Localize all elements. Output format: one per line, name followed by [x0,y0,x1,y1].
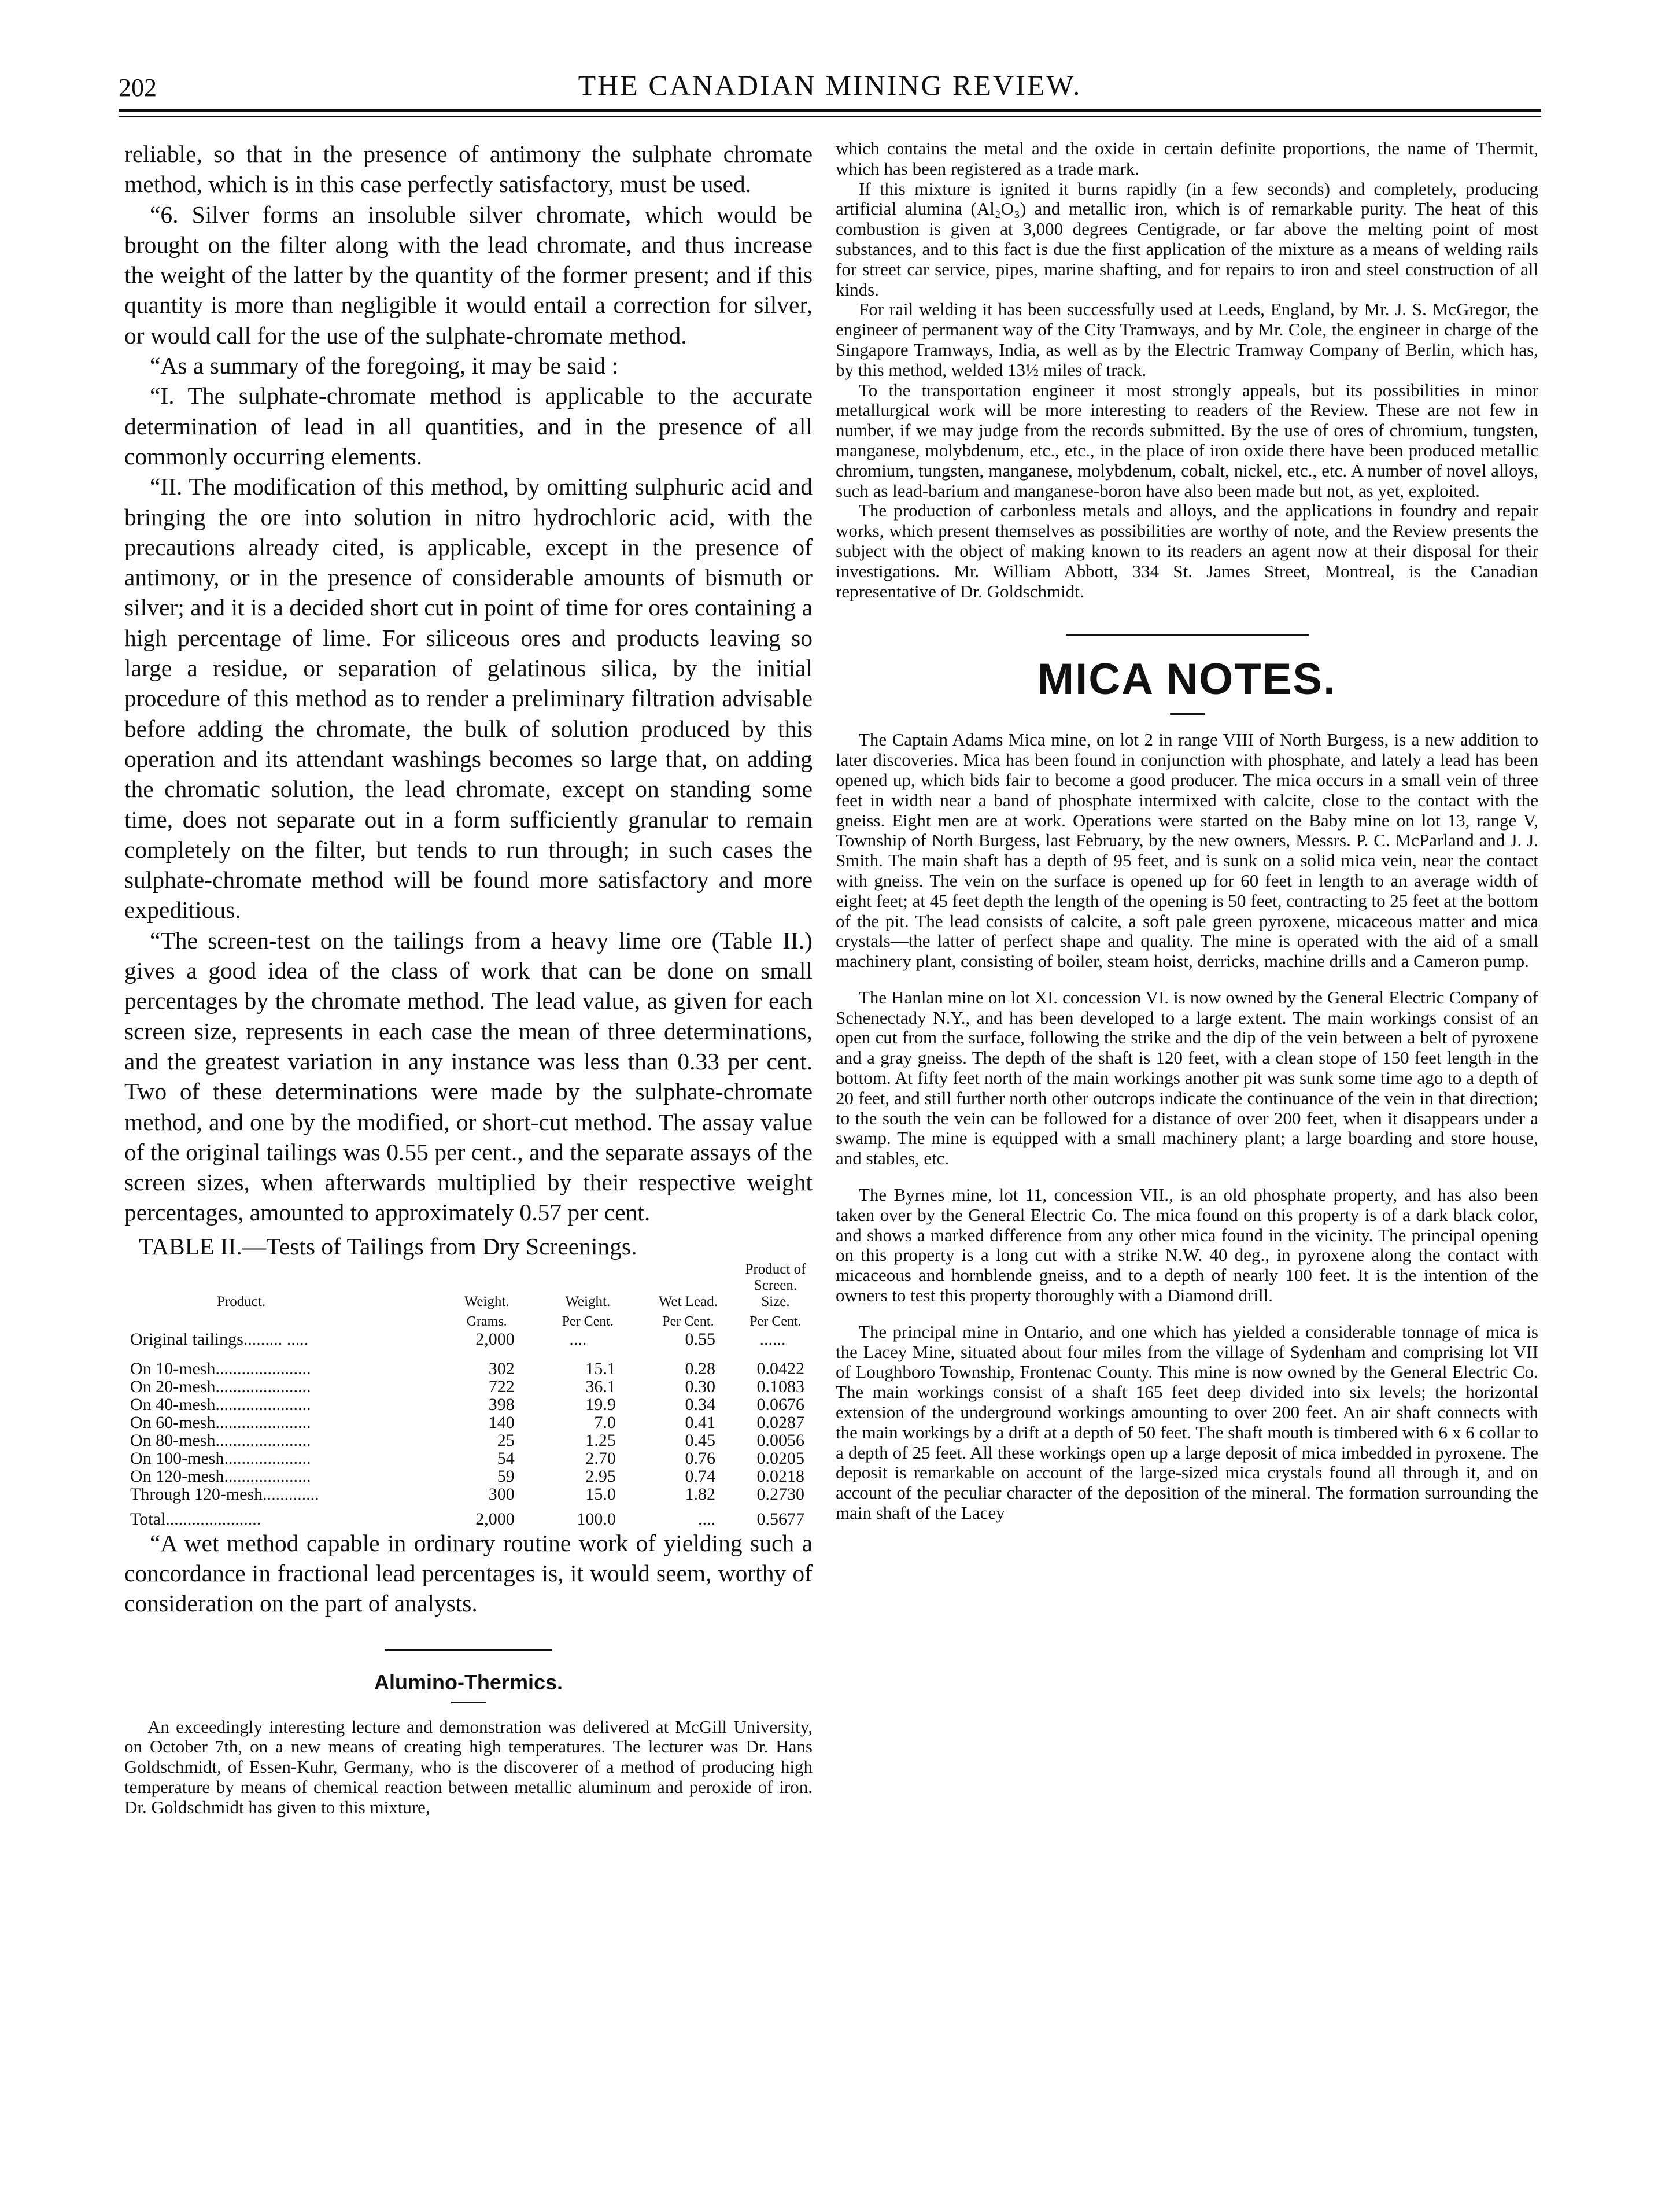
table-cell: 0.30 [685,1377,715,1396]
table-cell: ...... [759,1329,786,1349]
table-cell: On 120-mesh.................... [130,1466,311,1486]
paragraph: For rail welding it has been successfully used at Leeds, England, by Mr. J. S. McGregor, the engineer of permanent way of the City Tramways, and by Mr. Cole, the engineer in charge of the Singapore Tramways, India, as well as by the Electric Tramway Company of Berlin, which has, by this method, welded 13½ miles of track. [836,299,1538,380]
table-cell: 300 [488,1484,515,1504]
table-row [124,1330,813,1349]
table-cell: On 60-mesh...................... [130,1412,311,1432]
paragraph: The Captain Adams Mica mine, on lot 2 in range VIII of North Burgess, is a new addition to later discoveries. Mica has been found in conjunction with phosphate, and lately a lead has been opened up, which bids fair to become a good producer. The mica occurs in a small vein of three feet in width near a band of phosphate intermixed with calcite, close to the contact with the gneiss. Eight men are at work. Operations were started on the Baby mine on lot 13, range V, Township of North Burgess, last February, by the new owners, Messrs. P. C. McParland and J. J. Smith. The main shaft has a depth of 95 feet, and is sunk on a solid mica vein, near the contact with gneiss. The vein on the surface is opened up for 60 feet in length to an average width of eight feet; at 45 feet depth the length of the opening is 50 feet, contracting to 25 feet at the bottom of the pit. The lead consists of calcite, a soft pale green pyroxene, micaceous matter and mica crystals—the latter of perfect shape and quality. The mine is operated with the aid of a small machinery plant, consisting of boiler, steam hoist, derricks, machine drills and a Cameron pump. [836,729,1538,972]
table-cell: 140 [488,1412,515,1432]
table-cell: On 20-mesh...................... [130,1377,311,1396]
table-header-cell: Product of Screen. Size. [745,1261,806,1309]
table-cell: Per Cent. [749,1313,802,1329]
paragraph: “6. Silver forms an insoluble silver chromate, which would be brought on the filter along with the lead chromate, and thus increase the weight of the latter by the quantity of the former present; and if this quantity is more than negligible it would entail a correction for silver, or would call for the use of the sulphate-chromate method. [124,201,813,349]
heading-rule [1170,713,1205,715]
table-cell: 36.1 [585,1377,616,1396]
table-row [124,1467,813,1485]
table-cell: On 40-mesh...................... [130,1394,311,1414]
table-cell: Original tailings......... ..... [130,1329,309,1349]
table-row [124,1378,813,1396]
table-cell: 15.0 [585,1484,616,1504]
table-cell: Per Cent. [662,1313,714,1329]
table-cell: 54 [497,1448,515,1468]
table-cell: 0.0422 [756,1359,804,1378]
table-cell: 0.0676 [756,1394,804,1414]
table-row [124,1431,813,1449]
paragraph-gap [836,972,1538,988]
table-cell: 0.2730 [756,1484,804,1504]
table-cell [124,1313,436,1330]
paragraph: reliable, so that in the presence of antimony the sulphate chromate method, which is in this case perfectly satisfactory, must be used. [124,141,813,198]
section-heading: MICA NOTES. [1037,655,1337,704]
table-cell: 0.5677 [756,1509,804,1529]
table-cell: 398 [488,1394,515,1414]
table-cell: 15.1 [585,1359,616,1378]
paragraph: An exceedingly interesting lecture and demonstration was delivered at McGill University, on October 7th, on a new means of creating high temperatures. The lecturer was Dr. Hans Goldschmidt, of Essen-Kuhr, Germany, who is the discoverer of a method of producing high temperature by means of chemical reaction between metallic aluminum and peroxide of iron. Dr. Goldschmidt has given to this mixture, [124,1716,813,1817]
table-header-cell: Weight. [464,1293,509,1309]
paragraph: “I. The sulphate-chromate method is applicable to the accurate determination of lead in all quantities, and in the presence of all commonly occurring elements. [124,382,813,470]
table-cell: 0.1083 [756,1377,804,1396]
table-cell: 0.55 [685,1329,715,1349]
table-row [124,1414,813,1431]
left-column [124,139,813,1818]
header-rule-thin [119,116,1541,117]
paragraph: “The screen-test on the tailings from a heavy lime ore (Table II.) gives a good idea of the class of work that can be done on small percentages by the chromate method. The lead value, as given for each screen size, represents in each case the mean of three determinations, and the greatest variation in any instance was less than 0.33 per cent. Two of these determinations were made by the sulphate-chromate method, and one by the modified, or short-cut method. The assay value of the original tailings was 0.55 per cent., and the separate assays of the screen sizes, when afterwards multiplied by their respective weight percentages, amounted to approximately 0.57 per cent. [124,927,813,1226]
paragraph: which contains the metal and the oxide in certain definite proportions, the name of Thermit, which has been registered as a trade mark. [836,138,1538,179]
table-cell: .... [569,1329,587,1349]
table-cell: 100.0 [577,1509,616,1529]
paragraph: “As a summary of the foregoing, it may be said : [150,352,619,379]
section-divider [385,1649,552,1651]
table-cell: .... [698,1509,715,1529]
table-cell: 0.34 [685,1394,715,1414]
table-title: TABLE II.—Tests of Tailings from Dry Screenings. [139,1232,637,1260]
table-cell: Through 120-mesh............. [130,1484,319,1504]
table-row [124,1396,813,1414]
table-cell: Grams. [466,1313,507,1329]
tailings-table [124,1261,813,1528]
table-cell: 2.95 [585,1466,616,1486]
table-cell: 0.0205 [756,1448,804,1468]
paragraph: The principal mine in Ontario, and one which has yielded a considerable tonnage of mica is the Lacey Mine, situated about four miles from the village of Sydenham and comprising lot VII of Loughboro Township, Frontenac County. This mine is now owned by the General Electric Co. The main workings consist of a shaft 165 feet deep divided into six levels; the horizontal extension of the underground workings amounting to over 200 feet. An air shaft connects with the main workings by a drift at a depth of 50 feet. The shaft mouth is timbered with 6 x 6 collar to a depth of 25 feet. All these workings open up a large deposit of mica imbedded in pyroxene. The deposit is remarkable on account of the large-sized mica crystals found all through it, and on account of the peculiar character of the deposition of the mineral. The formation surrounding the main shaft of the Lacey [836,1321,1538,1523]
table-header-cell: Wet Lead. [658,1293,718,1309]
section-heading: Alumino-Thermics. [374,1670,563,1694]
table-total-row [124,1503,813,1528]
table-cell: 0.0056 [756,1430,804,1450]
section-divider [1066,634,1309,636]
paragraph-gap [836,1306,1538,1322]
table-cell: 19.9 [585,1394,616,1414]
table-header-cell: Product. [217,1293,266,1309]
table-cell: 2,000 [475,1329,515,1349]
table-cell: 1.25 [585,1430,616,1450]
table-row [124,1360,813,1378]
table-cell: 7.0 [594,1412,616,1432]
table-cell: 0.0287 [756,1412,804,1432]
table-cell: 2,000 [475,1509,515,1529]
table-header-cell: Weight. [565,1293,611,1309]
table-cell: On 10-mesh...................... [130,1359,311,1378]
table-header-row [124,1261,813,1313]
table-cell: 0.45 [685,1430,715,1450]
table-row [124,1449,813,1467]
table-cell: 722 [488,1377,515,1396]
page-number: 202 [119,73,157,102]
table-cell: Total...................... [130,1509,261,1529]
paragraph: If this mixture is ignited it burns rapidly (in a few seconds) and completely, producing artificial alumina (Al₂O₃) and metallic iron, which is of remarkable purity. The heat of this combustion is given at 3,000 degrees Centigrade, or far above the melting point of most substances, and to this fact is due the first application of the mixture as a means of welding rails for street car service, pipes, marine shafting, and for repairs to iron and steel construction of all kinds. [836,178,1538,300]
paragraph: “II. The modification of this method, by omitting sulphuric acid and bringing the ore into solution in nitro hydrochloric acid, with the precautions already cited, is applicable, except in the presence of antimony, or in the presence of considerable amounts of bismuth or silver; and it is a decided short cut in point of time for ores containing a high percentage of lime. For siliceous ores and products leaving so large a residue, or separation of gelatinous silica, by the initial procedure of this method as to render a preliminary filtration advisable before adding the chromate, the bulk of solution produced by this operation and its attendant washings becomes so large that, on adding the chromatic solution, the lead chromate, except on standing some time, does not separate out in a form sufficiently granular to remain completely on the filter, but tends to run through; in such cases the sulphate-chromate method will be found more satisfactory and more expeditious. [124,473,813,924]
table-cell: 2.70 [585,1448,616,1468]
table-spacer [124,1349,813,1360]
paragraph-gap [836,1169,1538,1185]
table-cell: 25 [497,1430,515,1450]
page-edge [1638,0,1680,2192]
table-cell: On 80-mesh...................... [130,1430,311,1450]
table-row [124,1485,813,1503]
table-cell: 302 [488,1359,515,1378]
table-cell: 0.74 [685,1466,715,1486]
table-cell: 0.76 [685,1448,715,1468]
paragraph: “A wet method capable in ordinary routine work of yielding such a concordance in fractional lead percentages is, it would seem, worthy of consideration on the part of analysts. [124,1529,813,1617]
paragraph: The production of carbonless metals and alloys, and the applications in foundry and repair works, which present themselves as possibilities are worthy of note, and the Review presents the subject with the object of making known to its readers an agent now at their disposal for their investigations. Mr. William Abbott, 334 St. James Street, Montreal, is the Canadian representative of Dr. Goldschmidt. [836,500,1538,601]
header-rule-thick [119,109,1541,112]
table-units-row [124,1313,813,1330]
heading-rule [451,1702,486,1703]
table-cell: 0.0218 [756,1466,804,1486]
right-column [836,139,1538,1523]
table-cell: 1.82 [685,1484,715,1504]
table-cell: 59 [497,1466,515,1486]
table-cell: Per Cent. [562,1313,614,1329]
paragraph: The Byrnes mine, lot 11, concession VII., is an old phosphate property, and has also been taken over by the General Electric Co. The mica found on this property is of a dark black color, and shows a marked difference from any other mica found in the vicinity. The principal opening on this property is a long cut with a strike N.W. 40 deg., in pyroxene along the contact with micaceous and hornblende gneiss, and to a depth of nearly 100 feet. It is the intention of the owners to test this property thoroughly with a Diamond drill. [836,1184,1538,1306]
paragraph: To the transportation engineer it most strongly appeals, but its possibilities in minor metallurgical work will be more interesting to readers of the Review. These are not few in number, if we may judge from the records submitted. By the use of ores of chromium, tungsten, manganese, molybdenum, etc., etc., in the place of iron oxide there have been produced metallic chromium, tungsten, manganese, molybdenum, cobalt, nickel, etc., etc. A number of novel alloys, such as lead-barium and manganese-boron have also been made but not, as yet, exploited. [836,379,1538,501]
table-cell: 0.28 [685,1359,715,1378]
table-cell: On 100-mesh.................... [130,1448,311,1468]
table-cell: 0.41 [685,1412,715,1432]
page-header [119,68,1541,115]
paragraph: The Hanlan mine on lot XI. concession VI. is now owned by the General Electric Company of Schenectady N.Y., and has been developed to a large extent. The main workings consist of an open cut from the surface, following the strike and the dip of the vein between a belt of pyroxene and a gray gneiss. The depth of the shaft is 120 feet, with a clean stope of 150 feet length in the bottom. At fifty feet north of the main workings another pit was sunk some time ago to a depth of 20 feet, and still further north other outcrops indicate the continuance of the vein in that direction; to the south the vein can be followed for a distance of over 200 feet, when it disappears under a swamp. The mine is equipped with a small machinery plant; a large boarding and store house, and stables, etc. [836,987,1538,1169]
journal-title: THE CANADIAN MINING REVIEW. [578,69,1082,101]
